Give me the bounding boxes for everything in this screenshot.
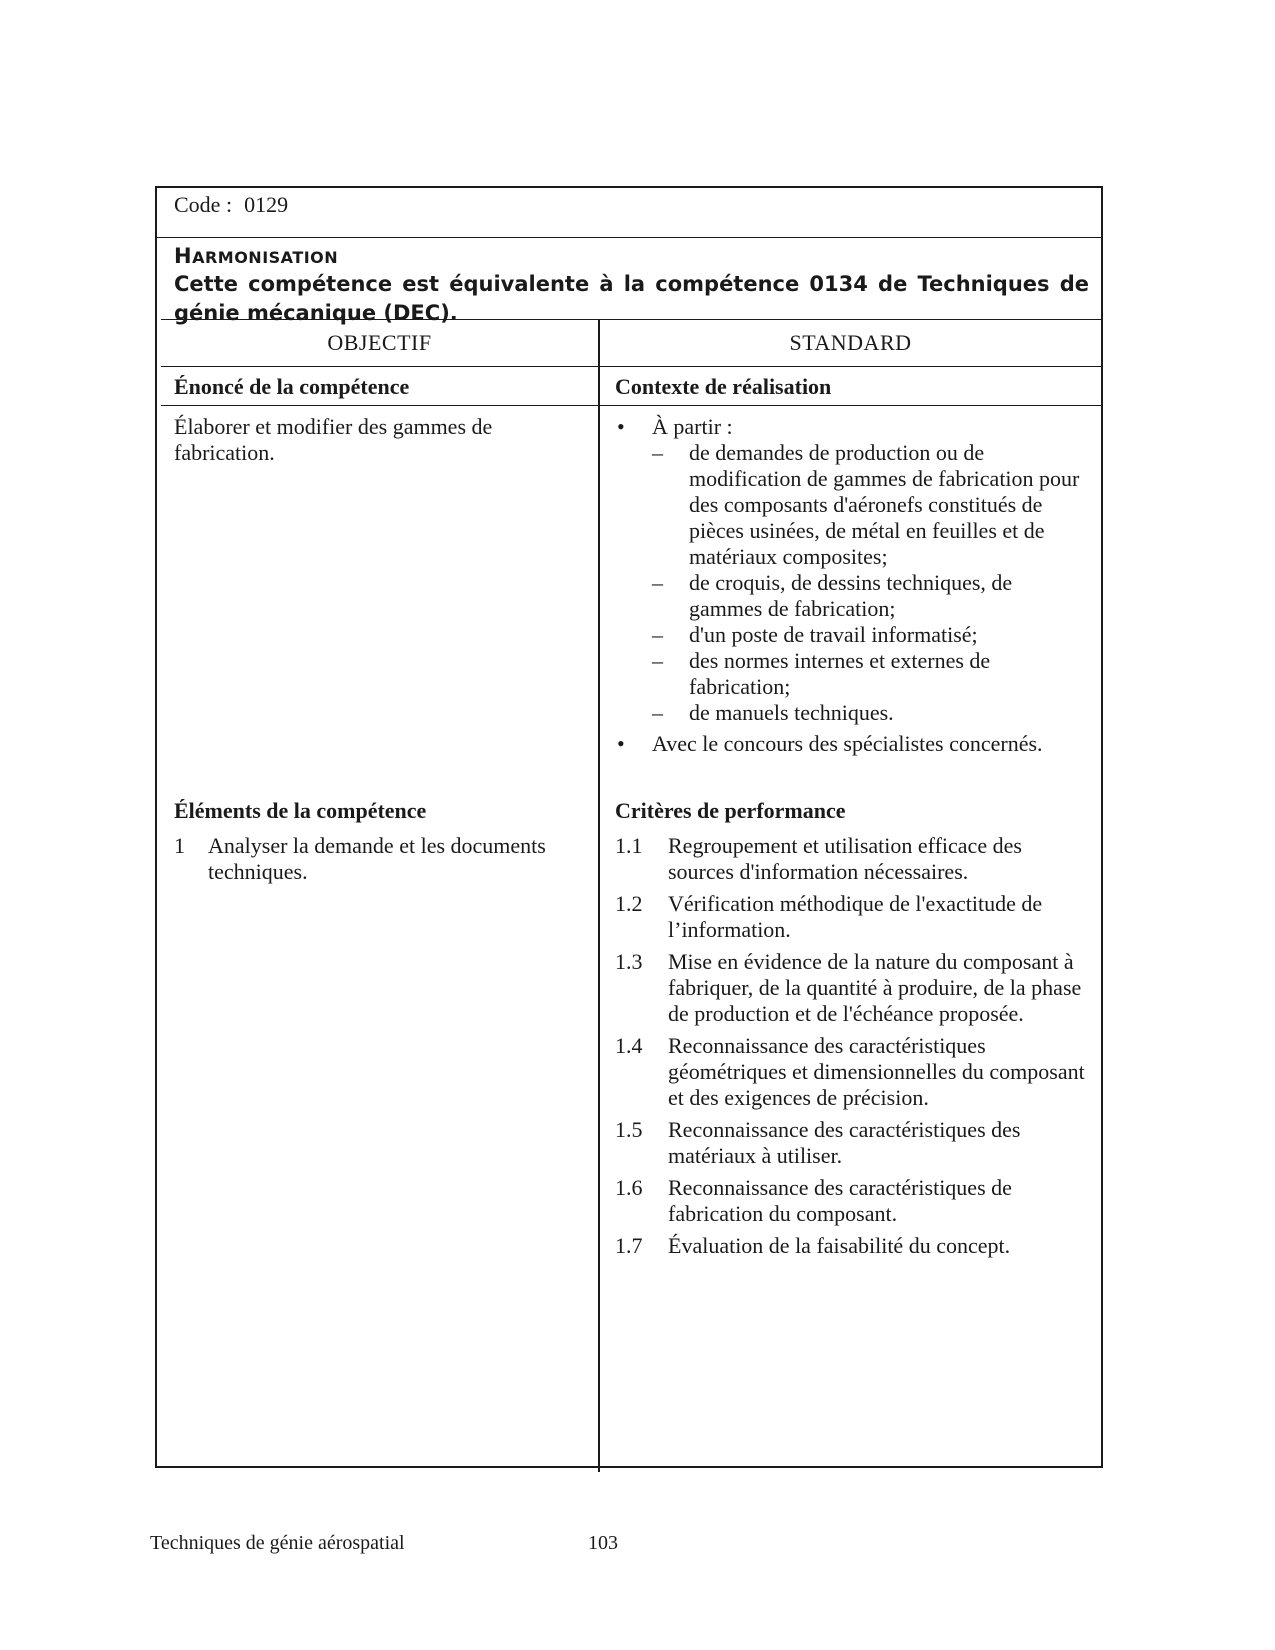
footer-page-number: 103 (588, 1532, 618, 1554)
header-divider (161, 366, 1101, 367)
harmonisation-title: HARMONISATION (174, 244, 339, 268)
contexte-subitem: – des normes internes et externes de fabrication; (652, 648, 991, 699)
code-row (157, 188, 1101, 238)
contexte-subitem: – de manuels techniques. (652, 700, 894, 725)
contexte-subitem: – de demandes de production ou de modification de gammes de fabrication pour des composants d'aéronefs constitués de pièces usinées, de métal en feuilles et de matériaux composites; (652, 440, 1080, 569)
competency-table (155, 186, 1103, 1468)
contexte-list (615, 414, 1085, 757)
critere-item: 1.6 Reconnaissance des caractéristiques de fabrication du composant. (615, 1175, 1012, 1226)
critere-item: 1.5 Reconnaissance des caractéristiques des matériaux à utiliser. (615, 1117, 1021, 1168)
code-value: 0129 (244, 192, 289, 217)
subheader-divider (161, 405, 1101, 406)
bullet-icon: • (617, 414, 625, 439)
criteres-list (615, 833, 1085, 1265)
harmonisation-text: Cette compétence est équivalente à la compétence 0134 de Techniques de génie mécanique (DEC). (174, 272, 1089, 325)
contexte-bullet: • Avec le concours des spécialistes concernés. (617, 731, 1043, 756)
column-divider (598, 320, 600, 1472)
critere-item: 1.3 Mise en évidence de la nature du composant à fabriquer, de la quantité à produire, de la phase de production et de l'échéance proposée. (615, 949, 1082, 1026)
objectif-header: OBJECTIF (327, 330, 432, 355)
critere-item: 1.1 Regroupement et utilisation efficace des sources d'information nécessaires. (615, 833, 1022, 884)
elements-heading: Éléments de la compétence (174, 798, 427, 823)
bullet-icon: • (617, 731, 625, 756)
standard-header: STANDARD (789, 330, 912, 355)
criteres-heading: Critères de performance (615, 798, 846, 823)
contexte-subitem: – d'un poste de travail informatisé; (652, 622, 978, 647)
contexte-bullet: • À partir : – de demandes de production ou de modification de gammes de fabrication pour des composants d'aéronefs constitués de pièces usinées, de métal en feuilles et de matériaux composites; – de croquis, de dessins techniques, de gammes de fabrication; – d'un poste de travail informatisé; – des normes internes et externes de fabrication; – de manuels techniques. (615, 414, 1085, 726)
element-item: 1 Analyser la demande et les documents techniques. (174, 833, 546, 884)
critere-item: 1.4 Reconnaissance des caractéristiques géométriques et dimensionnelles du composant et des exigences de précision. (615, 1033, 1085, 1110)
harmonisation-section (161, 238, 1101, 325)
critere-item: 1.2 Vérification méthodique de l'exactitude de l’information. (615, 891, 1043, 942)
enonce-text: Élaborer et modifier des gammes de fabrication. (174, 414, 493, 465)
contexte-subitem: – de croquis, de dessins techniques, de gammes de fabrication; (652, 570, 1013, 621)
contexte-heading: Contexte de réalisation (615, 374, 832, 399)
critere-item: 1.7 Évaluation de la faisabilité du concept. (615, 1233, 1011, 1258)
elements-list (174, 833, 579, 885)
code-label: Code : (174, 192, 233, 217)
footer-program: Techniques de génie aérospatial (150, 1532, 405, 1554)
enonce-heading: Énoncé de la compétence (174, 374, 410, 399)
